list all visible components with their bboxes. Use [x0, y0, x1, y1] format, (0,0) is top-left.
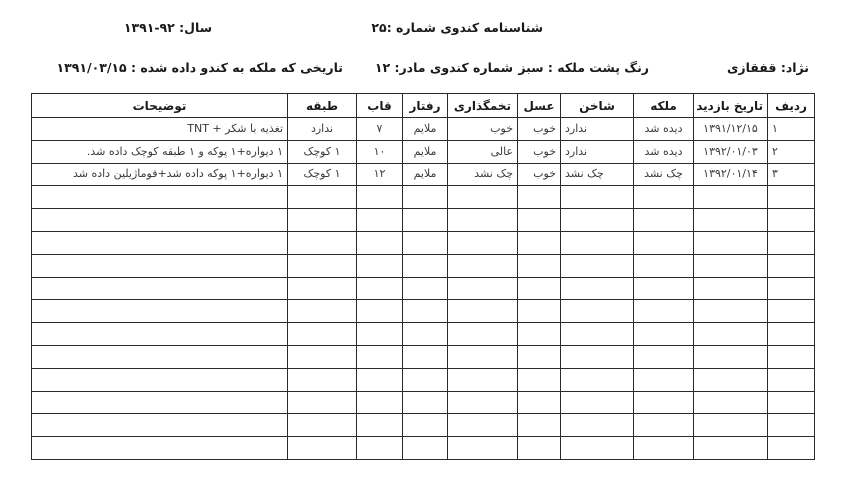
col-header-notes: توضیحات — [32, 94, 288, 118]
empty-cell — [403, 414, 448, 437]
cell-frame: ۱۰ — [357, 140, 403, 163]
empty-cell — [288, 391, 357, 414]
cell-honey: خوب — [518, 140, 561, 163]
empty-cell — [634, 300, 694, 323]
empty-cell — [694, 254, 768, 277]
empty-cell — [357, 300, 403, 323]
empty-cell — [32, 323, 288, 346]
empty-cell — [357, 254, 403, 277]
year-label: سال: ۹۲-۱۳۹۱ — [123, 20, 212, 35]
empty-cell — [357, 277, 403, 300]
col-header-frame: قاب — [357, 94, 403, 118]
cell-visit-date: ۱۳۹۲/۰۱/۱۴ — [694, 163, 768, 186]
empty-cell — [518, 368, 561, 391]
col-header-comb: شاخن — [561, 94, 634, 118]
empty-cell — [518, 345, 561, 368]
empty-cell — [518, 231, 561, 254]
empty-cell — [561, 209, 634, 232]
empty-cell — [288, 209, 357, 232]
empty-cell — [403, 277, 448, 300]
empty-cell — [448, 414, 518, 437]
empty-cell — [32, 277, 288, 300]
empty-cell — [448, 277, 518, 300]
empty-cell — [403, 391, 448, 414]
empty-table-row — [32, 231, 815, 254]
empty-cell — [768, 209, 815, 232]
col-header-behavior: رفتار — [403, 94, 448, 118]
cell-notes: ۱ دیواره+۱ پوکه داده شد+فوماژیلین داده شد — [32, 163, 288, 186]
empty-cell — [448, 368, 518, 391]
empty-cell — [561, 437, 634, 460]
empty-cell — [634, 391, 694, 414]
cell-row-number: ۳ — [768, 163, 815, 186]
col-header-visit-date: تاریخ بازدید — [694, 94, 768, 118]
breed-label: نژاد: قفقازی — [726, 60, 809, 75]
table-row — [32, 140, 815, 163]
empty-table-row — [32, 277, 815, 300]
empty-cell — [32, 437, 288, 460]
cell-honey: خوب — [518, 163, 561, 186]
empty-cell — [694, 209, 768, 232]
empty-cell — [518, 209, 561, 232]
empty-table-row — [32, 437, 815, 460]
empty-cell — [768, 414, 815, 437]
empty-cell — [561, 414, 634, 437]
empty-cell — [448, 345, 518, 368]
cell-behavior: ملایم — [403, 163, 448, 186]
inspection-table — [31, 93, 815, 460]
empty-cell — [694, 323, 768, 346]
cell-queen: چک نشد — [634, 163, 694, 186]
empty-cell — [357, 437, 403, 460]
empty-cell — [694, 437, 768, 460]
empty-cell — [518, 437, 561, 460]
empty-cell — [694, 277, 768, 300]
empty-cell — [634, 437, 694, 460]
empty-cell — [32, 254, 288, 277]
empty-cell — [403, 345, 448, 368]
col-header-floor: طبقه — [288, 94, 357, 118]
empty-cell — [634, 209, 694, 232]
empty-table-row — [32, 186, 815, 209]
empty-cell — [32, 391, 288, 414]
empty-table-row — [32, 368, 815, 391]
empty-cell — [403, 300, 448, 323]
hive-title: شناسنامه کندوی شماره :۲۵ — [371, 20, 543, 35]
empty-cell — [448, 209, 518, 232]
empty-cell — [288, 231, 357, 254]
empty-cell — [288, 437, 357, 460]
empty-cell — [768, 277, 815, 300]
empty-cell — [32, 345, 288, 368]
empty-cell — [403, 323, 448, 346]
empty-cell — [288, 414, 357, 437]
empty-cell — [768, 391, 815, 414]
empty-cell — [448, 323, 518, 346]
cell-behavior: ملایم — [403, 118, 448, 141]
cell-visit-date: ۱۳۹۱/۱۲/۱۵ — [694, 118, 768, 141]
empty-cell — [288, 323, 357, 346]
empty-table-row — [32, 254, 815, 277]
cell-notes: تغذیه با شکر + TNT — [32, 118, 288, 141]
empty-cell — [448, 391, 518, 414]
empty-cell — [768, 231, 815, 254]
cell-egg-laying: چک نشد — [448, 163, 518, 186]
empty-cell — [561, 345, 634, 368]
empty-cell — [518, 323, 561, 346]
empty-cell — [561, 277, 634, 300]
empty-table-row — [32, 300, 815, 323]
empty-cell — [288, 368, 357, 391]
empty-cell — [561, 368, 634, 391]
empty-cell — [448, 437, 518, 460]
empty-cell — [403, 368, 448, 391]
empty-cell — [694, 345, 768, 368]
empty-cell — [357, 368, 403, 391]
cell-floor: ندارد — [288, 118, 357, 141]
empty-cell — [634, 277, 694, 300]
empty-cell — [357, 345, 403, 368]
empty-cell — [694, 414, 768, 437]
cell-row-number: ۲ — [768, 140, 815, 163]
empty-cell — [32, 231, 288, 254]
empty-cell — [561, 254, 634, 277]
empty-cell — [448, 231, 518, 254]
cell-egg-laying: عالی — [448, 140, 518, 163]
empty-cell — [288, 277, 357, 300]
empty-cell — [32, 209, 288, 232]
table-row — [32, 118, 815, 141]
empty-cell — [32, 368, 288, 391]
empty-cell — [403, 437, 448, 460]
cell-notes: ۱ دیواره+۱ پوکه و ۱ طبقه کوچک داده شد. — [32, 140, 288, 163]
empty-cell — [518, 254, 561, 277]
empty-cell — [448, 300, 518, 323]
empty-table-row — [32, 345, 815, 368]
cell-honey: خوب — [518, 118, 561, 141]
queen-date-label: تاریخی که ملکه به کندو داده شده : ۱۳۹۱/۰۳/۱۵ — [56, 60, 343, 75]
empty-cell — [561, 391, 634, 414]
cell-row-number: ۱ — [768, 118, 815, 141]
empty-cell — [32, 300, 288, 323]
cell-floor: ۱ کوچک — [288, 163, 357, 186]
empty-cell — [634, 254, 694, 277]
empty-cell — [448, 254, 518, 277]
empty-cell — [634, 323, 694, 346]
empty-cell — [357, 209, 403, 232]
empty-cell — [634, 345, 694, 368]
empty-table-row — [32, 414, 815, 437]
cell-frame: ۷ — [357, 118, 403, 141]
cell-floor: ۱ کوچک — [288, 140, 357, 163]
empty-cell — [518, 277, 561, 300]
col-header-row-number: ردیف — [768, 94, 815, 118]
table-row — [32, 163, 815, 186]
empty-cell — [288, 186, 357, 209]
empty-cell — [288, 300, 357, 323]
col-header-honey: عسل — [518, 94, 561, 118]
empty-cell — [403, 209, 448, 232]
empty-cell — [357, 186, 403, 209]
col-header-queen: ملکه — [634, 94, 694, 118]
empty-table-row — [32, 391, 815, 414]
empty-cell — [518, 300, 561, 323]
cell-queen: دیده شد — [634, 140, 694, 163]
col-header-egg-laying: تخمگذاری — [448, 94, 518, 118]
empty-cell — [357, 414, 403, 437]
cell-queen: دیده شد — [634, 118, 694, 141]
queen-color-label: رنگ پشت ملکه : سبز — [518, 60, 649, 75]
cell-egg-laying: خوب — [448, 118, 518, 141]
empty-cell — [357, 231, 403, 254]
empty-cell — [288, 254, 357, 277]
empty-cell — [518, 414, 561, 437]
empty-cell — [518, 391, 561, 414]
cell-behavior: ملایم — [403, 140, 448, 163]
empty-cell — [403, 231, 448, 254]
empty-cell — [561, 300, 634, 323]
empty-cell — [634, 368, 694, 391]
table-header-row — [32, 94, 815, 118]
empty-cell — [768, 300, 815, 323]
empty-cell — [694, 186, 768, 209]
empty-cell — [768, 368, 815, 391]
empty-cell — [694, 231, 768, 254]
empty-cell — [448, 186, 518, 209]
cell-frame: ۱۲ — [357, 163, 403, 186]
empty-cell — [518, 186, 561, 209]
cell-comb: ندارد — [561, 118, 634, 141]
empty-cell — [634, 186, 694, 209]
empty-cell — [357, 323, 403, 346]
empty-cell — [634, 231, 694, 254]
empty-cell — [768, 345, 815, 368]
empty-cell — [768, 254, 815, 277]
empty-cell — [357, 391, 403, 414]
empty-cell — [288, 345, 357, 368]
empty-cell — [694, 368, 768, 391]
empty-cell — [561, 186, 634, 209]
empty-cell — [561, 231, 634, 254]
empty-cell — [32, 414, 288, 437]
empty-cell — [694, 391, 768, 414]
empty-table-row — [32, 209, 815, 232]
cell-comb: ندارد — [561, 140, 634, 163]
mother-hive-label: شماره کندوی مادر: ۱۲ — [374, 60, 513, 75]
cell-comb: چک نشد — [561, 163, 634, 186]
empty-cell — [634, 414, 694, 437]
empty-cell — [694, 300, 768, 323]
cell-visit-date: ۱۳۹۲/۰۱/۰۳ — [694, 140, 768, 163]
empty-cell — [768, 437, 815, 460]
empty-cell — [32, 186, 288, 209]
empty-cell — [403, 186, 448, 209]
empty-cell — [403, 254, 448, 277]
empty-cell — [768, 186, 815, 209]
empty-cell — [768, 323, 815, 346]
empty-table-row — [32, 323, 815, 346]
empty-cell — [561, 323, 634, 346]
